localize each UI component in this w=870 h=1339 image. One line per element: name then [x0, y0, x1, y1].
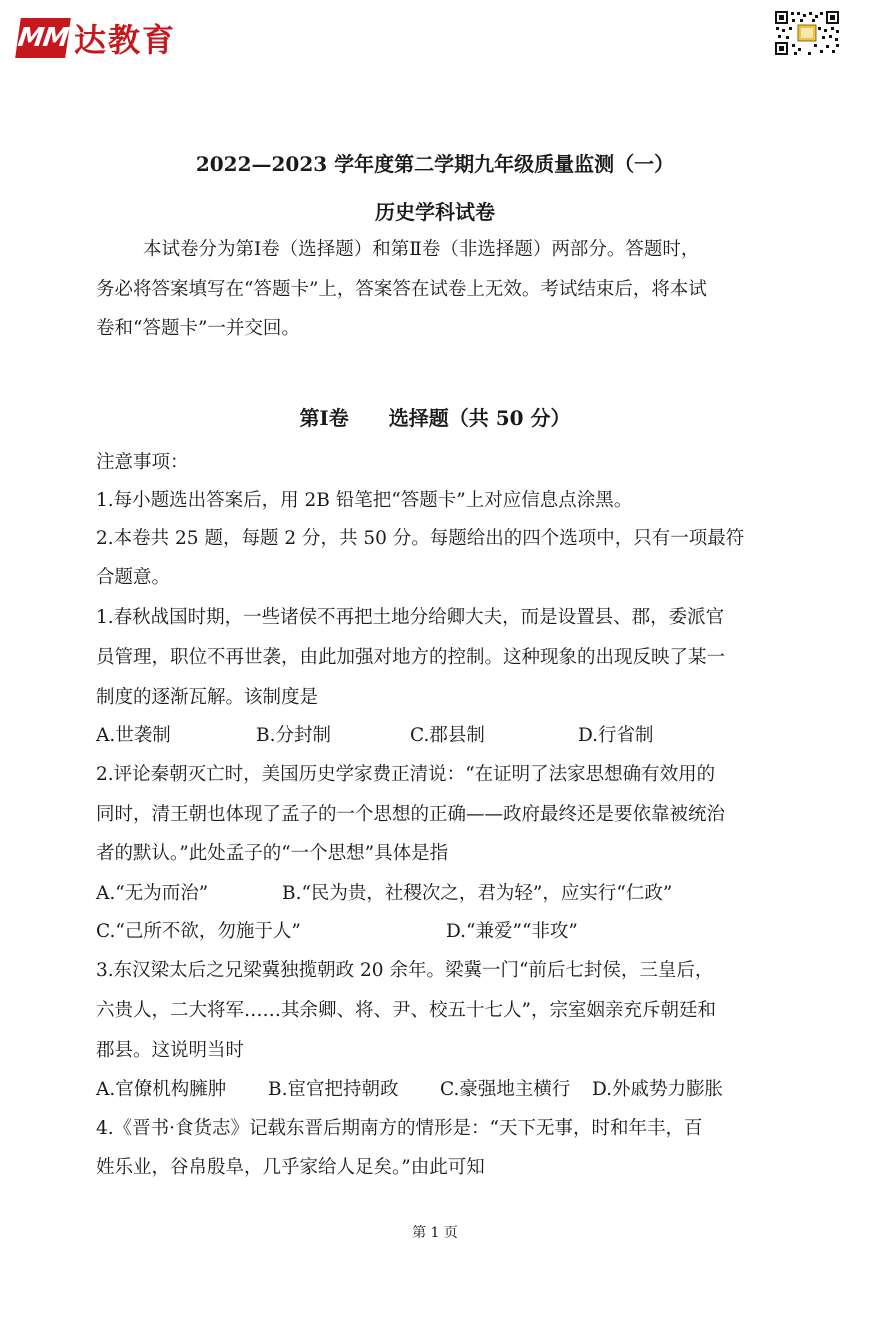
option-b: B.宦官把持朝政 — [268, 1079, 399, 1100]
option-d: D.外戚势力膨胀 — [592, 1079, 724, 1100]
question-4-line: 姓乐业，谷帛殷阜，几乎家给人足矣。”由此可知 — [96, 1157, 485, 1178]
subject-title: 历史学科试卷 — [375, 200, 495, 224]
notes-item: 合题意。 — [96, 567, 171, 588]
section-title: 第Ⅰ卷 选择题（共 50 分） — [299, 406, 571, 430]
option-a: A.“无为而治” — [96, 883, 209, 904]
question-3-line: 六贵人，二大将军……其余卿、将、尹、校五十七人”，宗室姻亲充斥朝廷和 — [96, 1000, 716, 1021]
question-2-line: 2.评论秦朝灭亡时，美国历史学家费正清说：“在证明了法家思想确有效用的 — [96, 764, 716, 785]
intro-line: 本试卷分为第Ⅰ卷（选择题）和第Ⅱ卷（非选择题）两部分。答题时， — [143, 239, 700, 260]
question-1-line: 1.春秋战国时期，一些诸侯不再把土地分给卿大夫，而是设置县、郡，委派官 — [96, 607, 725, 628]
option-b: B.“民为贵，社稷次之，君为轻”，应实行“仁政” — [282, 883, 673, 904]
question-1-options — [96, 724, 796, 748]
question-2-line: 同时，清王朝也体现了孟子的一个思想的正确——政府最终还是要依靠被统治 — [96, 804, 726, 825]
notes-item: 2.本卷共 25 题，每题 2 分，共 50 分。每题给出的四个选项中，只有一项最符 — [96, 528, 745, 549]
exam-title: 2022—2023 学年度第二学期九年级质量监测（一） — [195, 152, 675, 176]
qr-code-icon — [774, 10, 840, 56]
logo-mark: MM — [15, 18, 71, 58]
question-3-line: 3.东汉梁太后之兄梁冀独揽朝政 20 余年。梁冀一门“前后七封侯，三皇后， — [96, 960, 714, 981]
page-number: 第 1 页 — [412, 1225, 458, 1241]
option-c: C.郡县制 — [410, 725, 485, 746]
logo-text: 达教育 — [74, 21, 177, 59]
option-a: A.官僚机构臃肿 — [96, 1079, 227, 1100]
intro-line: 务必将答案填写在“答题卡”上，答案答在试卷上无效。考试结束后，将本试 — [96, 279, 707, 300]
option-a: A.世袭制 — [96, 725, 171, 746]
question-2-options-row1 — [96, 882, 796, 906]
option-d: D.行省制 — [578, 725, 654, 746]
option-c: C.“己所不欲，勿施于人” — [96, 921, 301, 942]
notes-heading: 注意事项： — [96, 452, 189, 473]
question-2-options-row2 — [96, 920, 796, 944]
publisher-logo — [18, 16, 176, 60]
intro-line: 卷和“答题卡”一并交回。 — [96, 318, 300, 339]
question-4-line: 4.《晋书·食货志》记载东晋后期南方的情形是：“天下无事，时和年丰，百 — [96, 1118, 703, 1139]
question-1-line: 员管理，职位不再世袭，由此加强对地方的控制。这种现象的出现反映了某一 — [96, 647, 726, 668]
question-3-options — [96, 1078, 796, 1102]
notes-item: 1.每小题选出答案后，用 2B 铅笔把“答题卡”上对应信息点涂黑。 — [96, 490, 633, 511]
question-3-line: 郡县。这说明当时 — [96, 1040, 245, 1061]
option-b: B.分封制 — [256, 725, 331, 746]
question-2-line: 者的默认。”此处孟子的“一个思想”具体是指 — [96, 843, 449, 864]
question-1-line: 制度的逐渐瓦解。该制度是 — [96, 687, 319, 708]
option-c: C.豪强地主横行 — [440, 1079, 571, 1100]
option-d: D.“兼爱”“非攻” — [446, 921, 578, 942]
